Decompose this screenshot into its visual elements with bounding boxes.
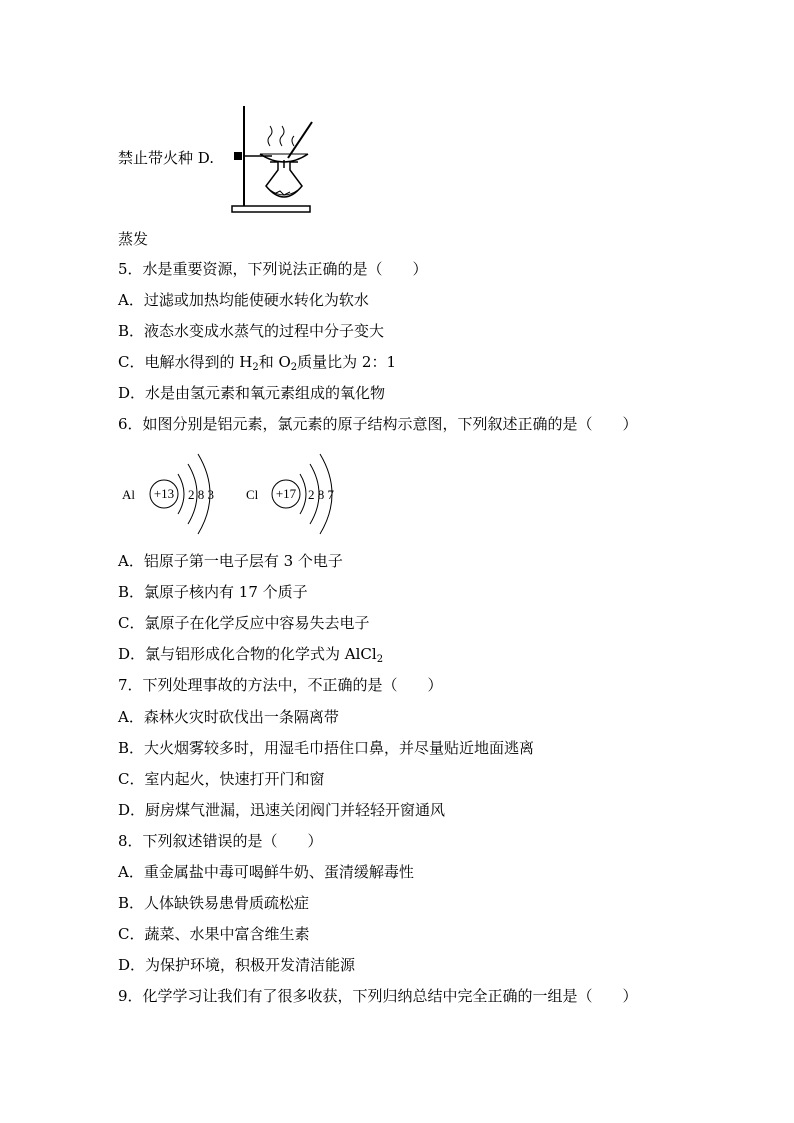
q6-option-c: C．氯原子在化学反应中容易失去电子 bbox=[118, 614, 370, 632]
q6-option-a: A．铝原子第一电子层有 3 个电子 bbox=[118, 552, 343, 570]
cl-symbol: Cl bbox=[246, 487, 259, 502]
q6-option-d-main: D．氯与铝形成化合物的化学式为 AlCl bbox=[118, 645, 377, 663]
q9-stem: 9．化学学习让我们有了很多收获，下列归纳总结中完全正确的一组是（ ） bbox=[118, 987, 638, 1005]
q5-option-c-part3: 质量比为 2：1 bbox=[297, 353, 397, 371]
q5-option-c bbox=[118, 352, 396, 372]
al-symbol: Al bbox=[122, 487, 135, 502]
q5-option-c-part1: C．电解水得到的 H bbox=[118, 353, 253, 371]
q5-stem: 5．水是重要资源，下列说法正确的是（ ） bbox=[118, 260, 428, 278]
cl-nucleus: +17 bbox=[275, 486, 297, 501]
q6-option-b: B．氯原子核内有 17 个质子 bbox=[118, 583, 308, 601]
q7-option-b: B．大火烟雾较多时，用湿毛巾捂住口鼻，并尽量贴近地面逃离 bbox=[118, 739, 535, 757]
q8-option-b: B．人体缺铁易患骨质疏松症 bbox=[118, 894, 310, 912]
q7-stem: 7．下列处理事故的方法中，不正确的是（ ） bbox=[118, 676, 443, 694]
q6-stem: 6．如图分别是铝元素，氯元素的原子结构示意图，下列叙述正确的是（ ） bbox=[118, 415, 638, 433]
prev-option-d-caption: 蒸发 bbox=[118, 230, 149, 248]
q7-option-c: C．室内起火，快速打开门和窗 bbox=[118, 770, 325, 788]
prev-option-c-text: 禁止带火种 bbox=[118, 149, 194, 167]
q7-option-a: A．森林火灾时砍伐出一条隔离带 bbox=[118, 708, 339, 726]
q5-option-c-sub2: 2 bbox=[290, 362, 298, 373]
evaporation-apparatus-figure bbox=[230, 100, 316, 218]
atomic-structure-diagram bbox=[118, 446, 348, 542]
q8-option-c: C．蔬菜、水果中富含维生素 bbox=[118, 925, 310, 943]
prev-option-d-label: D. bbox=[197, 149, 215, 167]
prev-option-c-prefix bbox=[118, 148, 214, 168]
q6-option-d-sub: 2 bbox=[376, 654, 384, 665]
cl-shell-electrons: 2 8 7 bbox=[308, 487, 334, 502]
al-nucleus: +13 bbox=[153, 486, 175, 501]
q7-option-d: D．厨房煤气泄漏，迅速关闭阀门并轻轻开窗通风 bbox=[118, 801, 446, 819]
q5-option-c-part2: 和 O bbox=[258, 353, 291, 371]
q5-option-d: D．水是由氢元素和氧元素组成的氧化物 bbox=[118, 384, 386, 402]
q6-option-d bbox=[118, 644, 383, 664]
q5-option-b: B．液态水变成水蒸气的过程中分子变大 bbox=[118, 322, 385, 340]
q5-option-c-sub1: 2 bbox=[252, 362, 259, 373]
q8-stem: 8．下列叙述错误的是（ ） bbox=[118, 832, 323, 850]
q8-option-d: D．为保护环境，积极开发清洁能源 bbox=[118, 956, 356, 974]
al-shell-electrons: 2 8 3 bbox=[188, 487, 214, 502]
q8-option-a: A．重金属盐中毒可喝鲜牛奶、蛋清缓解毒性 bbox=[118, 863, 414, 881]
q5-option-a: A．过滤或加热均能使硬水转化为软水 bbox=[118, 291, 369, 309]
